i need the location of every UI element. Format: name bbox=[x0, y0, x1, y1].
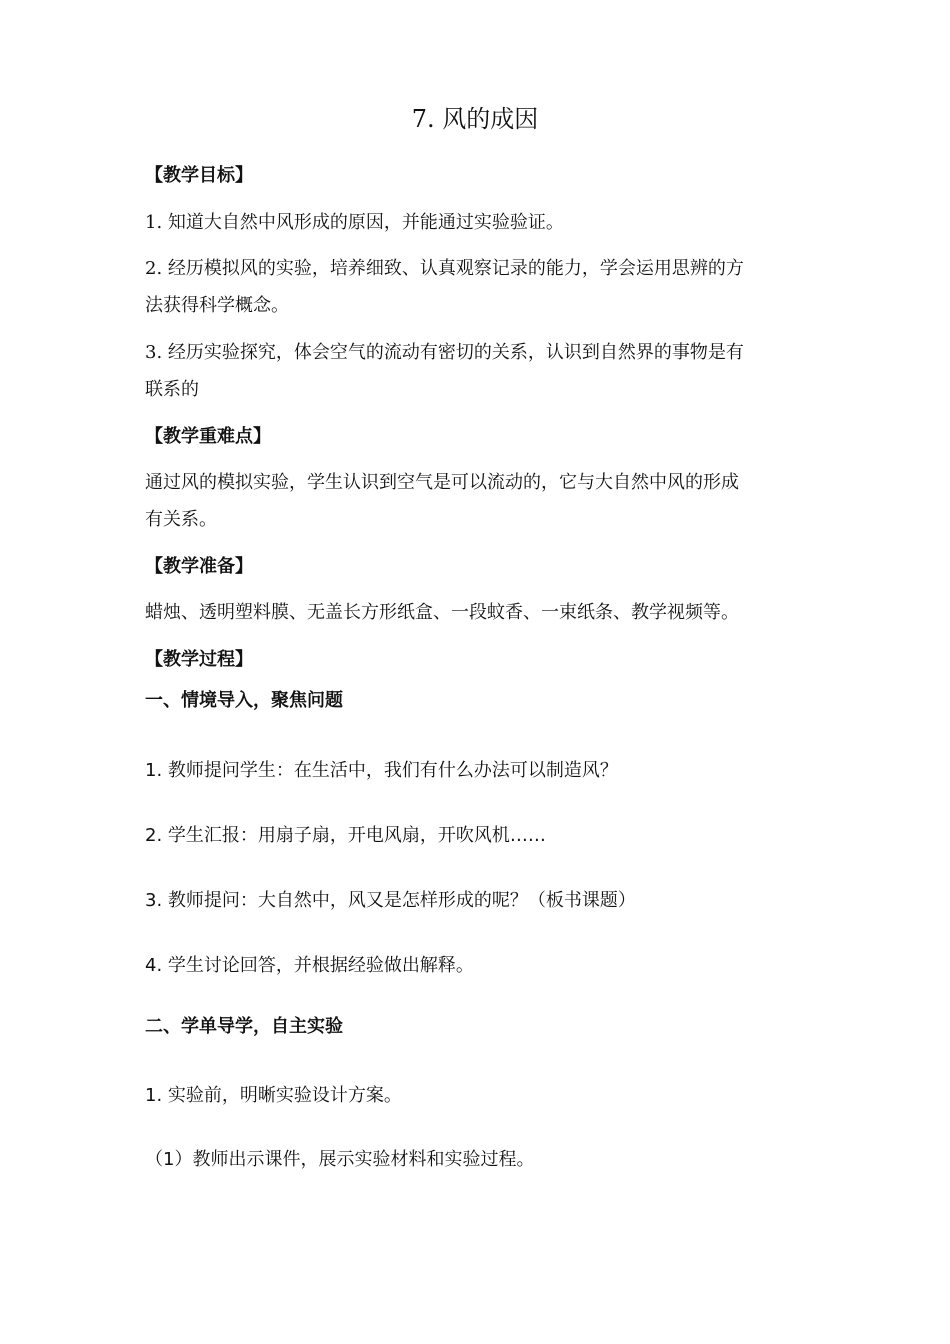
section-1-heading: 一、情境导入，聚焦问题 bbox=[145, 690, 343, 711]
section-1-item-3: 3. 教师提问：大自然中，风又是怎样形成的呢？（板书课题） bbox=[145, 890, 636, 911]
goal-item-2-line-2: 法获得科学概念。 bbox=[145, 295, 289, 316]
section-1-item-1: 1. 教师提问学生：在生活中，我们有什么办法可以制造风？ bbox=[145, 760, 618, 781]
key-points-line-1: 通过风的模拟实验，学生认识到空气是可以流动的，它与大自然中风的形成 bbox=[145, 472, 739, 493]
key-points-heading: 【教学重难点】 bbox=[145, 426, 271, 447]
section-2-heading: 二、学单导学，自主实验 bbox=[145, 1016, 343, 1037]
goal-item-2-line-1: 2. 经历模拟风的实验，培养细致、认真观察记录的能力，学会运用思辨的方 bbox=[145, 258, 744, 279]
process-heading: 【教学过程】 bbox=[145, 649, 253, 670]
goals-heading: 【教学目标】 bbox=[145, 165, 253, 186]
section-2-sub-1: （1）教师出示课件，展示实验材料和实验过程。 bbox=[145, 1149, 535, 1170]
preparation-heading: 【教学准备】 bbox=[145, 556, 253, 577]
document-title: 7. 风的成因 bbox=[411, 105, 539, 133]
goal-item-1: 1. 知道大自然中风形成的原因，并能通过实验验证。 bbox=[145, 212, 564, 233]
preparation-text: 蜡烛、透明塑料膜、无盖长方形纸盒、一段蚊香、一束纸条、教学视频等。 bbox=[145, 602, 739, 623]
section-1-item-2: 2. 学生汇报：用扇子扇，开电风扇，开吹风机…… bbox=[145, 825, 546, 846]
goal-item-3-line-2: 联系的 bbox=[145, 379, 199, 400]
section-1-item-4: 4. 学生讨论回答，并根据经验做出解释。 bbox=[145, 955, 474, 976]
section-2-item-1: 1. 实验前，明晰实验设计方案。 bbox=[145, 1085, 402, 1106]
key-points-line-2: 有关系。 bbox=[145, 509, 217, 530]
goal-item-3-line-1: 3. 经历实验探究，体会空气的流动有密切的关系，认识到自然界的事物是有 bbox=[145, 342, 744, 363]
